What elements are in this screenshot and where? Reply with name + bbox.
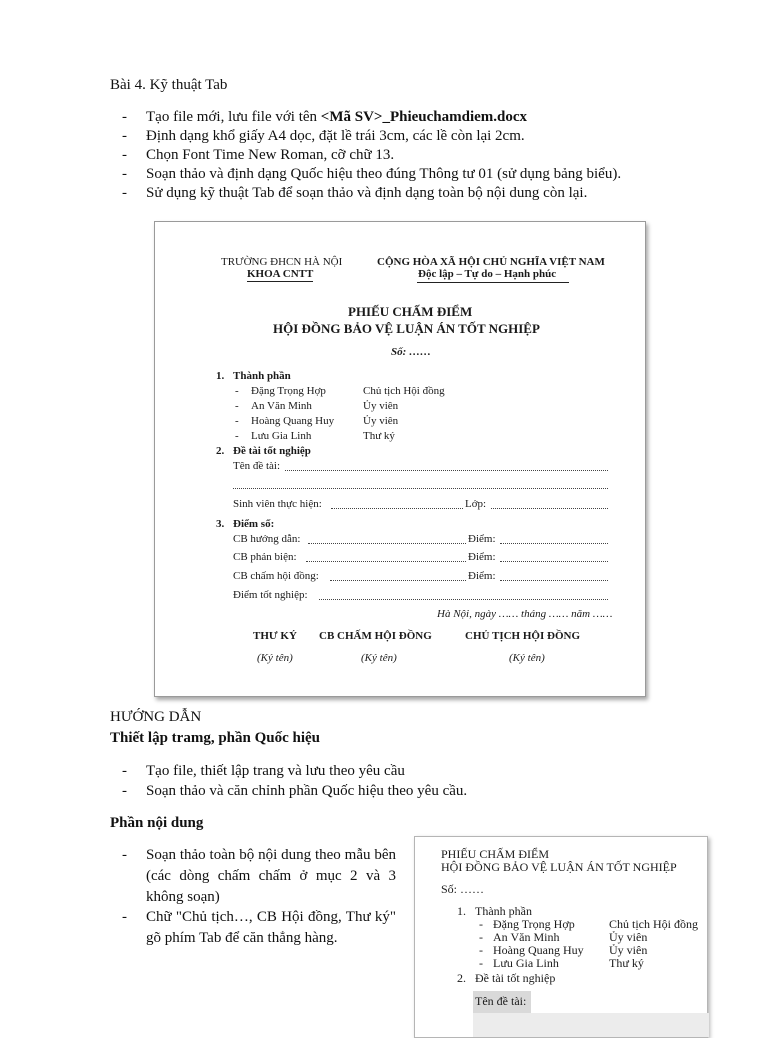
member-name: An Văn Minh bbox=[493, 930, 560, 944]
dotted-line bbox=[491, 508, 608, 509]
bullet: - bbox=[122, 763, 127, 779]
member-name: Hoàng Quang Huy bbox=[493, 943, 584, 957]
preview-subtitle: HỘI ĐỒNG BẢO VỆ LUẬN ÁN TỐT NGHIỆP bbox=[441, 860, 677, 874]
member-name: Lưu Gia Linh bbox=[251, 430, 312, 442]
section-number: 1. bbox=[457, 904, 466, 918]
score-label: Điểm: bbox=[468, 551, 496, 563]
member-name: Đặng Trọng Hợp bbox=[493, 917, 575, 931]
section-number: 3. bbox=[216, 518, 225, 530]
bullet: - bbox=[479, 956, 483, 970]
signature-title-grader: CB CHẤM HỘI ĐỒNG bbox=[319, 630, 432, 642]
faculty-name: KHOA CNTT bbox=[247, 268, 314, 280]
motto-underline bbox=[417, 282, 569, 283]
reviewer-label: CB phản biện: bbox=[233, 551, 297, 563]
preview-title: PHIẾU CHẤM ĐIỂM bbox=[441, 847, 549, 861]
section-label: Điểm số: bbox=[233, 518, 275, 530]
highlight-box bbox=[473, 1013, 709, 1037]
dotted-line bbox=[319, 599, 608, 600]
bullet: - bbox=[235, 430, 239, 442]
bullet: - bbox=[479, 930, 483, 944]
dotted-line bbox=[306, 561, 466, 562]
nation-title: CỘNG HÒA XÃ HỘI CHỦ NGHĨA VIỆT NAM bbox=[377, 256, 605, 268]
bullet: - bbox=[122, 185, 127, 201]
task-item: Chọn Font Time New Roman, cỡ chữ 13. bbox=[146, 147, 395, 163]
member-role: Chủ tịch Hội đồng bbox=[609, 917, 698, 931]
setup-heading: Thiết lập tramg, phần Quốc hiệu bbox=[110, 730, 321, 746]
date-line: Hà Nội, ngày …… tháng …… năm …… bbox=[437, 608, 613, 620]
section-number: 2. bbox=[216, 445, 225, 457]
dotted-line bbox=[500, 580, 608, 581]
exercise-title: Bài 4. Kỹ thuật Tab bbox=[110, 77, 228, 93]
section-label: Thành phần bbox=[475, 904, 532, 918]
dotted-line bbox=[330, 580, 466, 581]
class-label: Lớp: bbox=[465, 498, 487, 510]
member-name: An Văn Minh bbox=[251, 400, 312, 412]
setup-item: Soạn thảo và căn chỉnh phần Quốc hiệu theo yêu cầu. bbox=[146, 783, 468, 799]
final-score-label: Điểm tốt nghiệp: bbox=[233, 589, 308, 601]
dotted-line bbox=[331, 508, 463, 509]
preview-image bbox=[414, 836, 708, 1038]
bullet: - bbox=[122, 166, 127, 182]
sign-note: (Ký tên) bbox=[257, 652, 293, 664]
bullet: - bbox=[122, 847, 127, 863]
motto: Độc lập – Tự do – Hạnh phúc bbox=[418, 268, 557, 280]
sign-note: (Ký tên) bbox=[509, 652, 545, 664]
bullet: - bbox=[122, 128, 127, 144]
task-item: Soạn thảo và định dạng Quốc hiệu theo đúng Thông tư 01 (sử dụng bảng biểu). bbox=[146, 166, 622, 182]
bullet: - bbox=[122, 783, 127, 799]
task-item: Định dạng khổ giấy A4 dọc, đặt lề trái 3cm, các lề còn lại 2cm. bbox=[146, 128, 525, 144]
section-label: Đề tài tốt nghiệp bbox=[475, 971, 556, 985]
content-heading: Phần nội dung bbox=[110, 815, 204, 831]
bullet: - bbox=[235, 385, 239, 397]
task-item: Tạo file mới, lưu file với tên <Mã SV>_Phieuchamdiem.docx bbox=[146, 109, 528, 125]
section-label: Đề tài tốt nghiệp bbox=[233, 445, 311, 457]
bullet: - bbox=[122, 109, 127, 125]
dotted-line bbox=[233, 488, 608, 489]
section-number: 1. bbox=[216, 370, 225, 382]
member-role: Ủy viên bbox=[363, 400, 399, 412]
form-title: PHIẾU CHẤM ĐIỂM bbox=[348, 304, 473, 319]
member-name: Đặng Trọng Hợp bbox=[251, 385, 326, 397]
guide-heading: HƯỚNG DẪN bbox=[110, 709, 202, 725]
bullet: - bbox=[479, 943, 483, 957]
section-number: 2. bbox=[457, 971, 466, 985]
topic-label: Tên đề tài: bbox=[475, 994, 527, 1008]
section-label: Thành phần bbox=[233, 370, 291, 382]
student-label: Sinh viên thực hiện: bbox=[233, 498, 322, 510]
topic-label: Tên đề tài: bbox=[233, 460, 281, 472]
setup-item: Tạo file, thiết lập trang và lưu theo yêu cầu bbox=[146, 763, 405, 779]
dotted-line bbox=[500, 561, 608, 562]
bullet: - bbox=[122, 147, 127, 163]
dotted-line bbox=[285, 470, 608, 471]
member-name: Hoàng Quang Huy bbox=[251, 415, 335, 427]
member-role: Thư ký bbox=[363, 430, 395, 442]
score-label: Điểm: bbox=[468, 570, 496, 582]
signature-title-secretary: THƯ KÝ bbox=[253, 630, 297, 642]
member-name: Lưu Gia Linh bbox=[493, 956, 559, 970]
content-item: Soạn thảo toàn bộ nội dung theo mẫu bên (các dòng chấm chấm ở mục 2 và 3 không soạn) bbox=[146, 847, 396, 905]
member-role: Ủy viên bbox=[609, 943, 648, 957]
member-role: Ủy viên bbox=[363, 415, 399, 427]
dotted-line bbox=[500, 543, 608, 544]
signature-title-chair: CHỦ TỊCH HỘI ĐỒNG bbox=[465, 630, 581, 642]
member-role: Thư ký bbox=[609, 956, 644, 970]
preview-number: Số: …… bbox=[441, 882, 485, 896]
school-name: TRƯỜNG ĐHCN HÀ NỘI bbox=[221, 256, 343, 268]
committee-grader-label: CB chấm hội đồng: bbox=[233, 570, 319, 582]
bullet: - bbox=[235, 415, 239, 427]
member-role: Chủ tịch Hội đồng bbox=[363, 385, 445, 397]
form-subtitle: HỘI ĐỒNG BẢO VỆ LUẬN ÁN TỐT NGHIỆP bbox=[273, 321, 540, 336]
bullet: - bbox=[235, 400, 239, 412]
dotted-line bbox=[308, 543, 466, 544]
score-label: Điểm: bbox=[468, 533, 496, 545]
form-number: Số: …… bbox=[391, 346, 432, 358]
member-role: Ủy viên bbox=[609, 930, 648, 944]
content-item: Chữ "Chủ tịch…, CB Hội đồng, Thư ký" gõ phím Tab để căn thẳng hàng. bbox=[146, 909, 396, 946]
sign-note: (Ký tên) bbox=[361, 652, 397, 664]
advisor-label: CB hướng dẫn: bbox=[233, 533, 301, 545]
task-item: Sử dụng kỹ thuật Tab để soạn thảo và định dạng toàn bộ nội dung còn lại. bbox=[146, 185, 588, 201]
bullet: - bbox=[479, 917, 483, 931]
bullet: - bbox=[122, 909, 127, 925]
sample-form-image bbox=[154, 221, 646, 697]
